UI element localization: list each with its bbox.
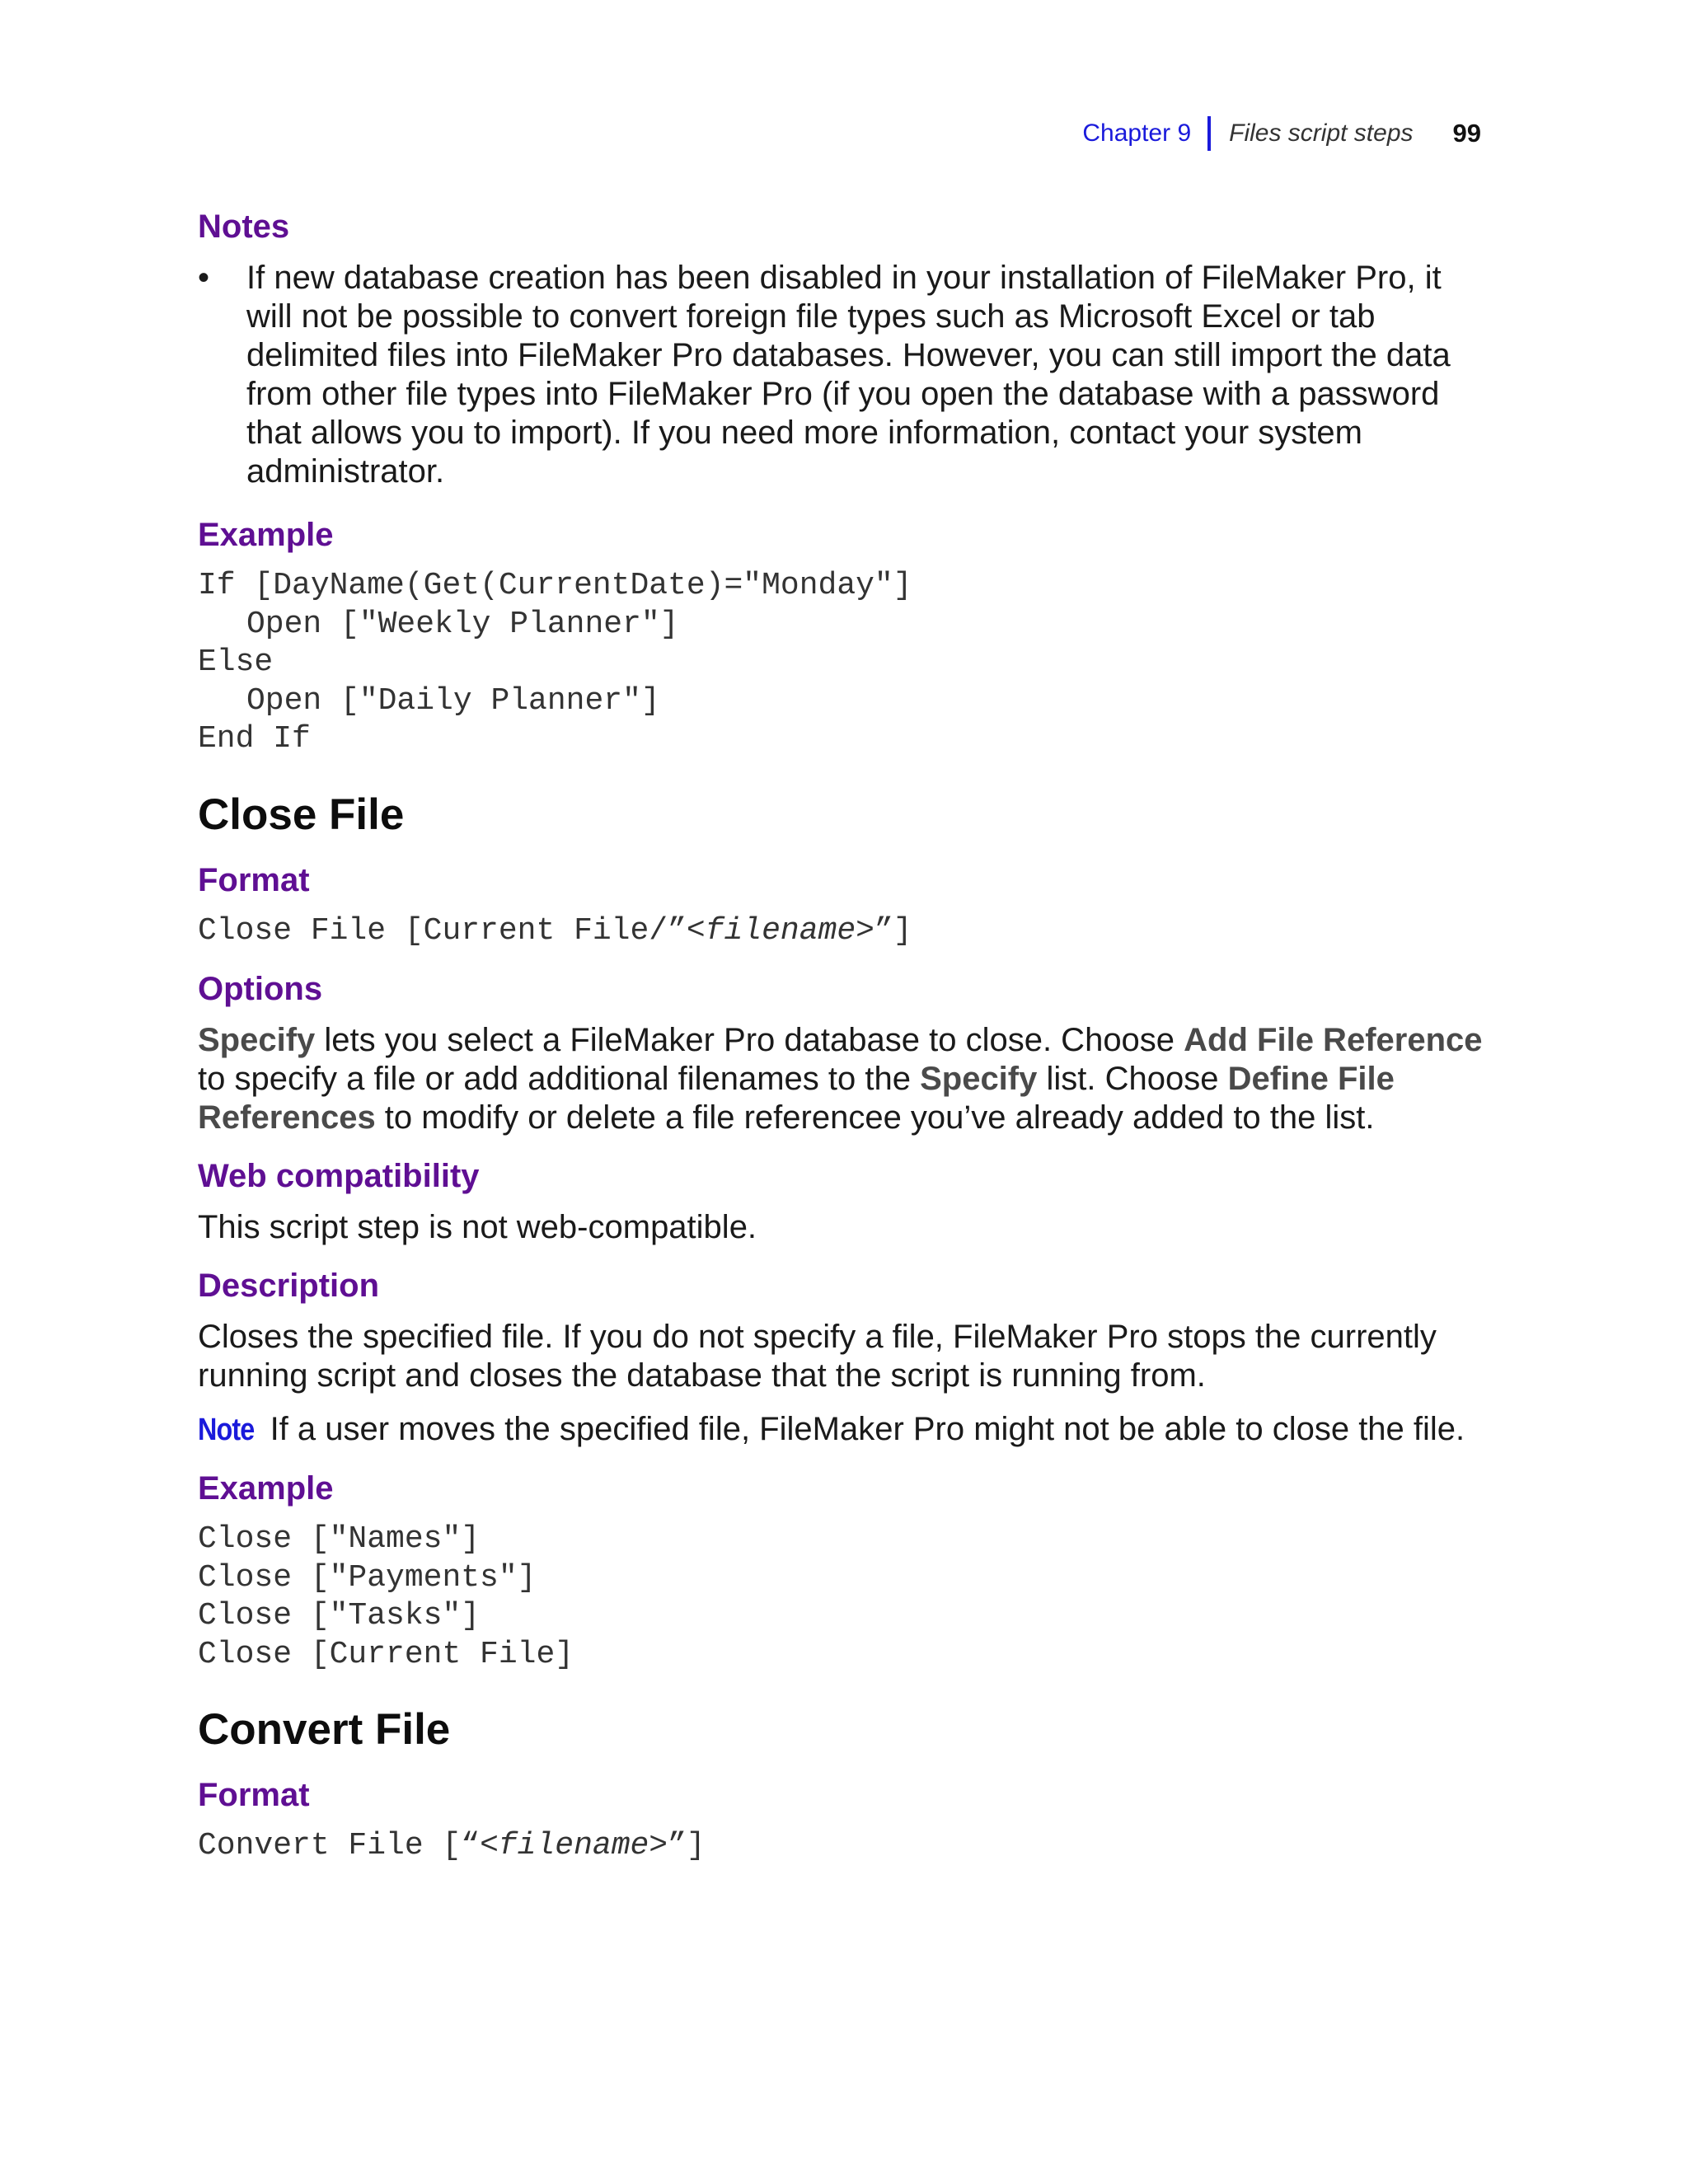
notes-list [198,259,1492,491]
note-text: If a user moves the specified file, FileMaker Pro might not be able to close the file. [260,1411,1465,1447]
code-line: Close ["Names"] [198,1521,481,1557]
format-placeholder: <filename> [480,1828,668,1863]
example-heading: Example [198,1470,334,1507]
option-term-define-file-references: Define File References [198,1061,1395,1136]
example-code-block [198,567,1492,759]
note-bullet-text: If new database creation has been disabled in your installation of FileMaker Pro, it will not be possible to convert foreign file types such as Microsoft Excel or tab delimited files into FileMaker Pro databases. However, you can still import the data from other file types into FileMaker Pro (if you open the database with a password that allows you to import). If you need more information, contact your system administrator. [246,260,1451,490]
format-heading: Format [198,861,310,898]
code-line: Close ["Payments"] [198,1559,537,1596]
options-heading: Options [198,971,323,1007]
format-prefix: Convert File [“ [198,1828,481,1863]
description-text: Closes the specified file. If you do not specify a file, FileMaker Pro stops the currently running script and closes the database that the script is running from. [198,1319,1437,1394]
options-paragraph [198,1021,1492,1137]
code-line: Close ["Tasks"] [198,1598,481,1633]
running-header [1082,115,1481,152]
format-suffix: ”] [874,912,912,949]
format-prefix: Close File [Current File/” [198,912,687,949]
page-number: 99 [1452,119,1481,148]
options-text: list. Choose [1037,1061,1228,1097]
option-term-specify-list: Specify [920,1061,1038,1097]
list-item [198,259,1492,491]
close-example-code-block [198,1521,1492,1674]
description-heading: Description [198,1268,380,1304]
example-heading: Example [198,517,334,553]
chapter-title: Files script steps [1229,120,1414,147]
option-term-specify: Specify [198,1022,316,1058]
code-line: Open ["Weekly Planner"] [246,606,679,642]
code-line: If [DayName(Get(CurrentDate)="Monday"] [198,568,912,603]
chapter-label: Chapter 9 [1082,120,1192,147]
format-placeholder: <filename> [686,912,874,949]
header-divider [1207,116,1211,151]
notes-heading: Notes [198,209,290,245]
convert-file-title: Convert File [198,1705,451,1754]
code-line: Open ["Daily Planner"] [246,682,660,719]
web-compatibility-heading: Web compatibility [198,1158,480,1194]
options-text: to modify or delete a file referencee you’ve already added to the list. [375,1099,1375,1136]
options-text: lets you select a FileMaker Pro database to close. Choose [315,1022,1184,1058]
page-content [198,206,1492,1866]
convert-file-format [198,1827,1492,1866]
option-term-add-file-reference: Add File Reference [1184,1022,1483,1058]
note-paragraph [198,1410,1492,1450]
format-suffix: ”] [668,1828,706,1863]
format-heading: Format [198,1777,310,1813]
code-line: Else [198,644,274,680]
web-compatibility-text: This script step is not web-compatible. [198,1209,757,1245]
note-label: Note [198,1413,255,1447]
close-file-title: Close File [198,790,405,839]
code-line: End If [198,721,311,757]
close-file-format [198,912,1492,951]
options-text: to specify a file or add additional filenames to the [198,1061,921,1097]
code-line: Close [Current File] [198,1636,574,1672]
bullet-mark: • [198,260,210,296]
